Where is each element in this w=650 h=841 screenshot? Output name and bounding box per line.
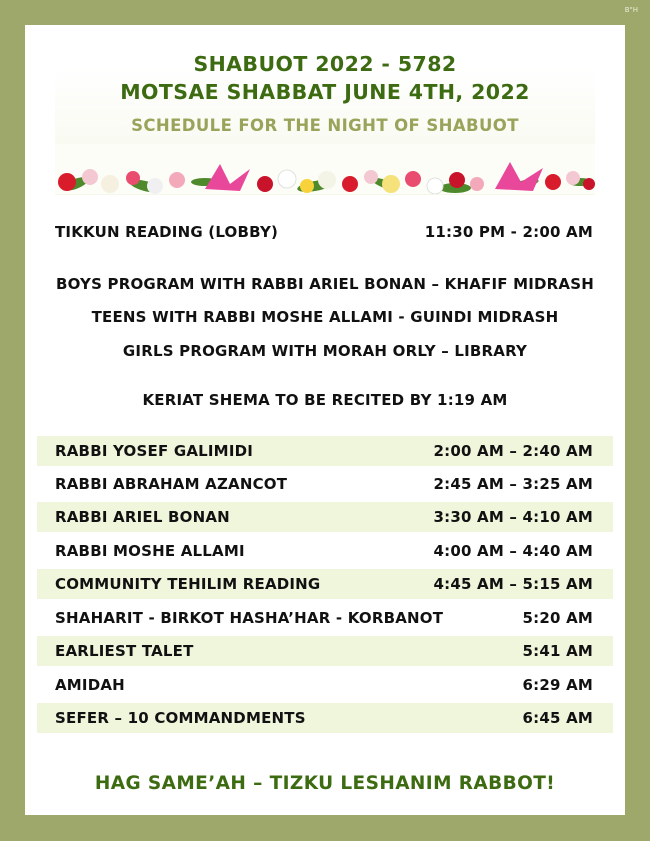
flowers-banner (55, 144, 595, 194)
schedule-name: RABBI MOSHE ALLAMI (55, 542, 245, 560)
schedule-time: 6:45 AM (522, 709, 593, 727)
program-boys: BOYS PROGRAM WITH RABBI ARIEL BONAN – KHAFIF MIDRASH (56, 275, 594, 293)
schedule-row (37, 703, 613, 733)
schedule-time: 2:00 AM – 2:40 AM (433, 442, 593, 460)
schedule-name: SHAHARIT - BIRKOT HASHA’HAR - KORBANOT (55, 609, 444, 627)
page-title: SHABUOT 2022 - 5782 (193, 52, 457, 76)
schedule-row (37, 569, 613, 599)
schedule-page (25, 25, 625, 815)
schedule-row (37, 670, 613, 700)
corner-mark: B"H (624, 6, 638, 14)
program-girls: GIRLS PROGRAM WITH MORAH ORLY – LIBRARY (122, 342, 528, 360)
schedule-row (37, 502, 613, 532)
schedule-time: 5:20 AM (522, 609, 593, 627)
schedule-name: SEFER – 10 COMMANDMENTS (55, 709, 306, 727)
schedule-row (37, 436, 613, 466)
schedule-time: 4:00 AM – 4:40 AM (433, 542, 593, 560)
schedule-name: RABBI YOSEF GALIMIDI (55, 442, 254, 460)
page-date-title: MOTSAE SHABBAT JUNE 4TH, 2022 (120, 80, 530, 104)
schedule-row (37, 636, 613, 666)
schedule-time: 5:41 AM (522, 642, 593, 660)
schedule-name: COMMUNITY TEHILIM READING (55, 575, 321, 593)
schedule-name: RABBI ARIEL BONAN (55, 508, 230, 526)
schedule-time: 3:30 AM – 4:10 AM (433, 508, 593, 526)
schedule-row (37, 469, 613, 499)
schedule-row (37, 603, 613, 633)
schedule-time: 4:45 AM – 5:15 AM (433, 575, 593, 593)
schedule-row (37, 536, 613, 566)
schedule-name: AMIDAH (55, 676, 125, 694)
shema-note: KERIAT SHEMA TO BE RECITED BY 1:19 AM (142, 391, 508, 409)
schedule-name: EARLIEST TALET (55, 642, 194, 660)
program-teens: TEENS WITH RABBI MOSHE ALLAMI - GUINDI MIDRASH (91, 308, 559, 326)
page-subtitle: SCHEDULE FOR THE NIGHT OF SHABUOT (131, 116, 519, 135)
schedule-name: RABBI ABRAHAM AZANCOT (55, 475, 288, 493)
footer-greeting: HAG SAME’AH – TIZKU LESHANIM RABBOT! (94, 773, 556, 794)
schedule-time: 6:29 AM (522, 676, 593, 694)
tikkun-label: TIKKUN READING (LOBBY) (55, 223, 279, 241)
schedule-time: 2:45 AM – 3:25 AM (433, 475, 593, 493)
tikkun-time: 11:30 PM - 2:00 AM (424, 223, 593, 241)
